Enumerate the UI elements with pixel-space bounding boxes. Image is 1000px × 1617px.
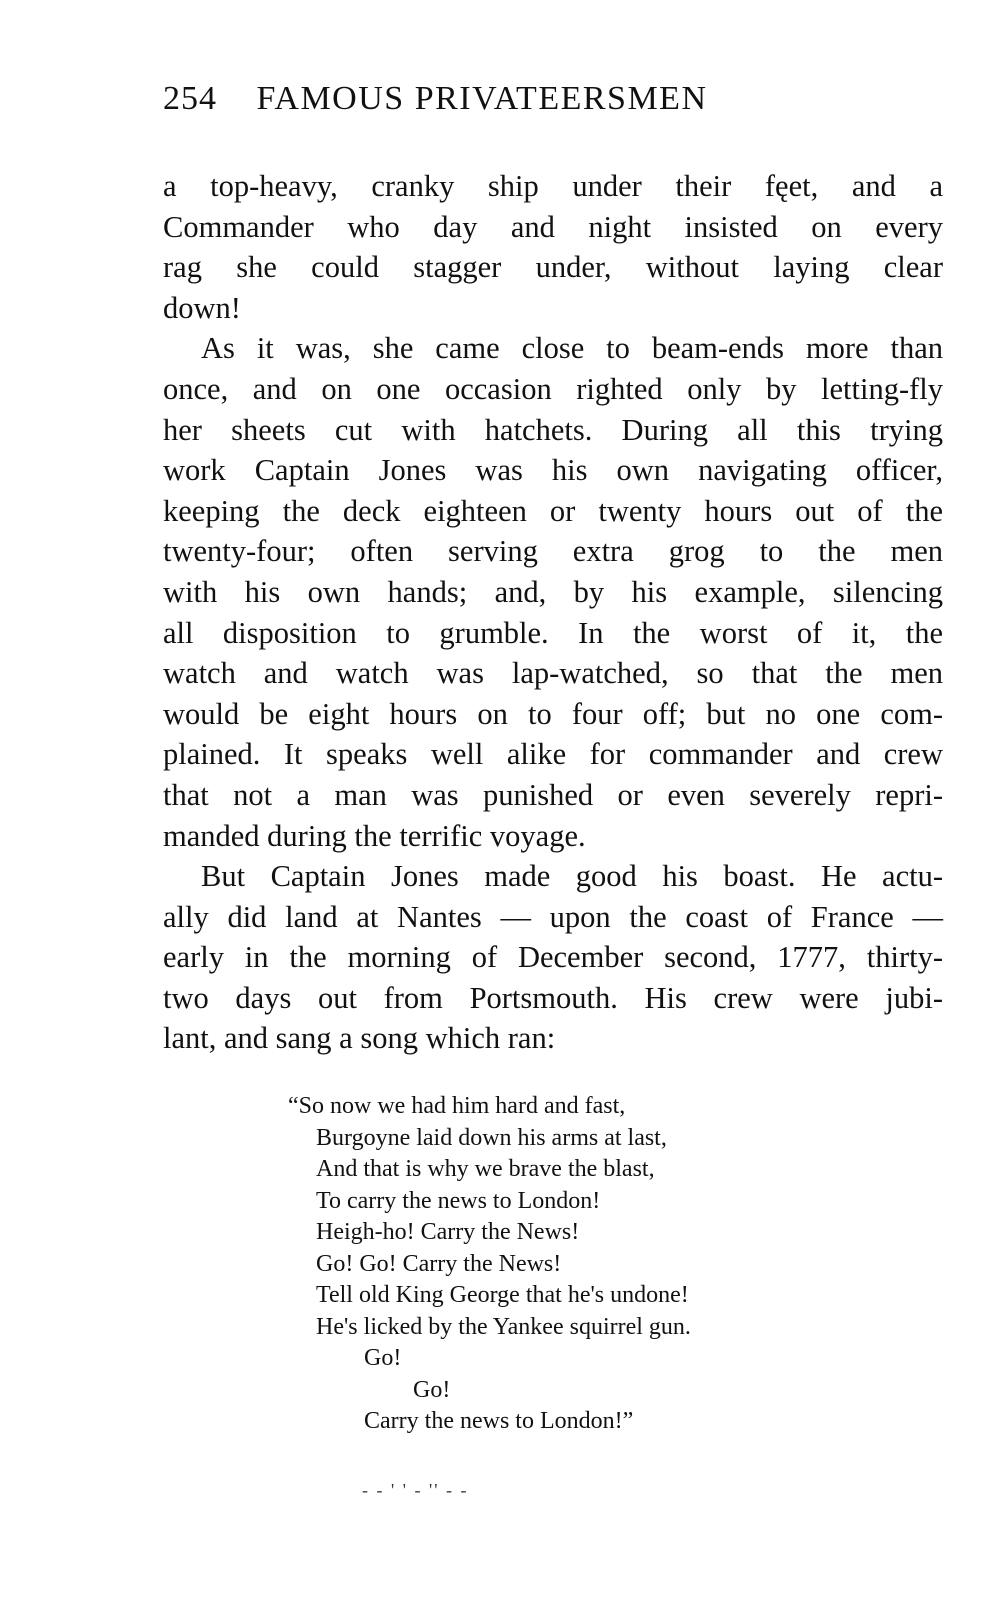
page-footer-marks: - - ' ' - '' - - <box>362 1480 469 1500</box>
verse-line: Go! <box>364 1345 402 1371</box>
text-line: early in the morning of December second, 1777, thirty- <box>163 940 943 975</box>
verse-line: Carry the news to London!” <box>364 1408 634 1434</box>
text-line: two days out from Portsmouth. His crew were jubi- <box>163 980 943 1015</box>
text-line: that not a man was punished or even severely repri- <box>163 777 943 812</box>
verse-line: And that is why we brave the blast, <box>316 1156 655 1182</box>
text-line: down! <box>163 290 241 325</box>
text-line: rag she could stagger under, without laying clear <box>163 250 943 285</box>
verse-line: Burgoyne laid down his arms at last, <box>316 1124 667 1151</box>
text-line: watch and watch was lap-watched, so that the men <box>163 656 943 691</box>
text-line: twenty-four; often serving extra grog to the men <box>163 534 943 569</box>
text-line: lant, and sang a song which ran: <box>163 1021 556 1056</box>
page-number: 254 <box>163 80 217 117</box>
text-line: As it was, she came close to beam-ends more than <box>201 331 943 366</box>
running-header <box>163 80 943 130</box>
text-line: manded during the terrific voyage. <box>163 818 586 853</box>
verse-line: “So now we had him hard and fast, <box>288 1093 626 1119</box>
text-line: would be eight hours on to four off; but no one com- <box>163 696 943 731</box>
text-line: work Captain Jones was his own navigating officer, <box>163 453 943 488</box>
text-line: But Captain Jones made good his boast. He actu- <box>201 859 943 894</box>
body-text <box>163 166 943 1059</box>
verse-line: Heigh-ho! Carry the News! <box>316 1219 580 1245</box>
verse-line: To carry the news to London! <box>316 1187 601 1214</box>
verse-line: Go! <box>413 1376 451 1403</box>
text-line: a top-heavy, cranky ship under their fęet, and a <box>163 169 943 203</box>
text-line: once, and on one occasion righted only by letting-fly <box>163 371 943 406</box>
verse-line: Go! Go! Carry the News! <box>316 1250 562 1277</box>
text-line: her sheets cut with hatchets. During all this trying <box>163 412 943 447</box>
text-line: all disposition to grumble. In the worst of it, the <box>163 615 943 650</box>
song-verse <box>288 1091 816 1438</box>
verse-line: He's licked by the Yankee squirrel gun. <box>316 1313 691 1340</box>
text-line: ally did land at Nantes — upon the coast of France — <box>163 899 943 934</box>
running-title: FAMOUS PRIVATEERSMEN <box>256 80 708 117</box>
text-line: with his own hands; and, by his example, silencing <box>163 574 943 609</box>
verse-line: Tell old King George that he's undone! <box>316 1282 689 1308</box>
text-line: plained. It speaks well alike for commander and crew <box>163 737 943 772</box>
text-line: Commander who day and night insisted on every <box>163 209 943 244</box>
text-line: keeping the deck eighteen or twenty hours out of the <box>163 493 943 528</box>
